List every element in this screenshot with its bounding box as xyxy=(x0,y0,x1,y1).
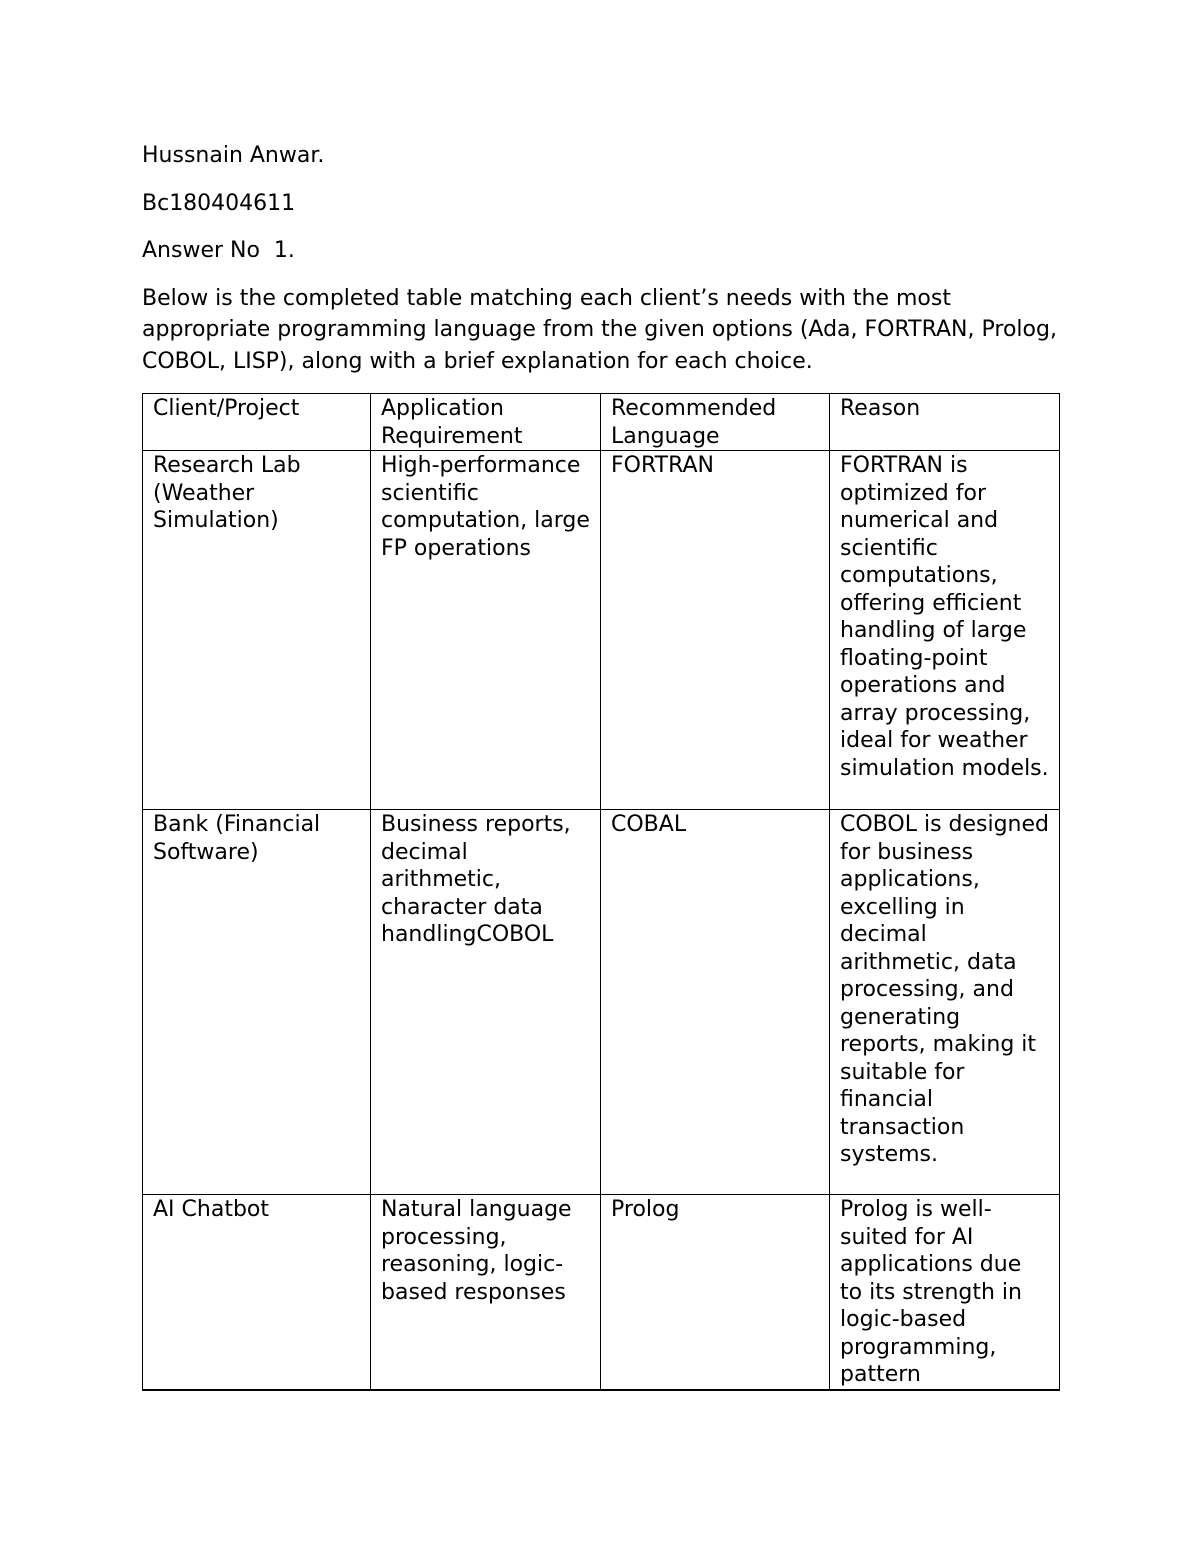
table-row xyxy=(143,451,1060,810)
table-header-row xyxy=(143,394,1060,451)
table-row xyxy=(143,810,1060,1195)
requirement-cell: Natural language processing, reasoning, logic-based responses xyxy=(371,1195,601,1390)
table-row xyxy=(143,1195,1060,1390)
document-page xyxy=(142,140,1060,1391)
language-cell: Prolog xyxy=(601,1195,830,1390)
client-cell: Bank (Financial Software) xyxy=(143,810,371,1195)
header-cell-language: Recommended Language xyxy=(601,394,830,451)
intro-paragraph: Below is the completed table matching each client’s needs with the most appropriate programming language from the given options (Ada, FORTRAN, Prolog, COBOL, LISP), along with a brief explanation for each choice. xyxy=(142,285,1057,374)
author-name: Hussnain Anwar. xyxy=(142,143,325,168)
header-cell-requirement: Application Requirement xyxy=(371,394,601,451)
student-id: Bc180404611 xyxy=(142,190,296,216)
client-cell: AI Chatbot xyxy=(143,1195,371,1390)
requirement-cell: High-performance scientific computation, large FP operations xyxy=(371,451,601,810)
answer-heading: Answer No 1. xyxy=(142,238,295,263)
header-cell-client: Client/Project xyxy=(143,394,371,451)
language-table xyxy=(142,393,1060,1391)
header-cell-reason: Reason xyxy=(830,394,1060,451)
reason-cell: COBOL is designed for business applications, excelling in decimal arithmetic, data processing, and generating reports, making it suitable for financial transaction systems. xyxy=(830,810,1060,1195)
language-cell: FORTRAN xyxy=(601,451,830,810)
client-cell: Research Lab (Weather Simulation) xyxy=(143,451,371,810)
requirement-cell: Business reports, decimal arithmetic, character data handlingCOBOL xyxy=(371,810,601,1195)
language-cell: COBAL xyxy=(601,810,830,1195)
reason-cell: FORTRAN is optimized for numerical and scientific computations, offering efficient handling of large floating-point operations and array processing, ideal for weather simulation models. xyxy=(830,451,1060,810)
reason-cell: Prolog is well-suited for AI applications due to its strength in logic-based programming, pattern xyxy=(830,1195,1060,1390)
